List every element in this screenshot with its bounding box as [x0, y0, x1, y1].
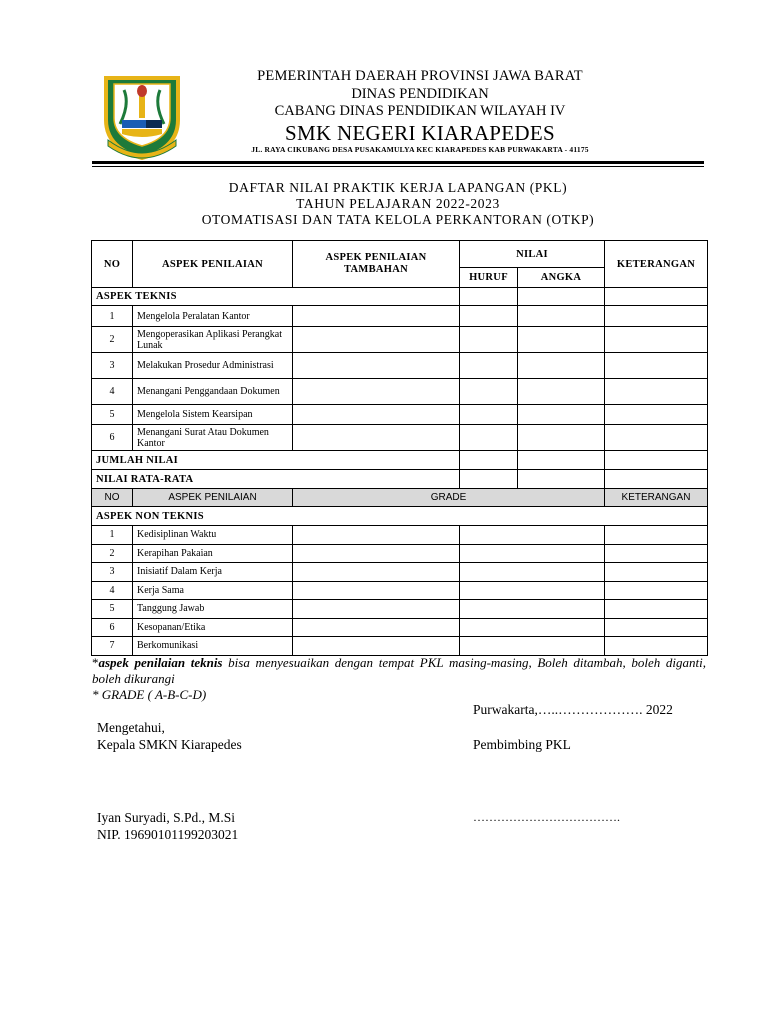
row-no: 4 [92, 379, 133, 405]
rata-label: NILAI RATA-RATA [92, 470, 460, 489]
header-no: NO [92, 241, 133, 288]
assessment-table [91, 240, 708, 656]
table-row [92, 327, 708, 353]
row-no: 7 [92, 637, 133, 656]
row-label: Inisiatif Dalam Kerja [133, 563, 293, 582]
row-no: 1 [92, 306, 133, 327]
header-tambahan: ASPEK PENILAIAN TAMBAHAN [293, 241, 460, 288]
place-date: Purwakarta,…..………………. 2022 [473, 702, 673, 717]
row-label: Kedisiplinan Waktu [133, 526, 293, 545]
doc-title-line2: TAHUN PELAJARAN 2022-2023 [296, 196, 500, 211]
table-header-row [92, 241, 708, 268]
table-row [92, 618, 708, 637]
header2-grade: GRADE [293, 489, 605, 507]
row-no: 3 [92, 353, 133, 379]
table-row [92, 637, 708, 656]
table-row [92, 306, 708, 327]
section-row [92, 288, 708, 306]
row-no: 4 [92, 581, 133, 600]
footnote [92, 655, 706, 687]
section-non-teknis: ASPEK NON TEKNIS [92, 507, 708, 526]
footnote-rest: bisa menyesuaikan dengan tempat PKL masing-masing, Boleh ditambah, boleh diganti, boleh dikurangi [92, 655, 706, 686]
row-label: Kesopanan/Etika [133, 618, 293, 637]
header-angka: ANGKA [518, 268, 605, 288]
west-java-emblem-icon [100, 74, 184, 160]
row-label: Tanggung Jawab [133, 600, 293, 619]
row-label: Mengelola Sistem Kearsipan [133, 405, 293, 425]
table-row [92, 405, 708, 425]
table-row [92, 600, 708, 619]
row-label: Mengoperasikan Aplikasi Perangkat Lunak [133, 327, 293, 353]
row-no: 1 [92, 526, 133, 545]
jumlah-row [92, 451, 708, 470]
header2-aspek: ASPEK PENILAIAN [133, 489, 293, 507]
row-label: Berkomunikasi [133, 637, 293, 656]
footnote-bold: aspek penilaian teknis [98, 655, 223, 670]
grade-note: * GRADE ( A-B-C-D) [92, 687, 207, 702]
table-header2-row [92, 489, 708, 507]
rata-row [92, 470, 708, 489]
row-no: 2 [92, 327, 133, 353]
doc-title-line3: OTOMATISASI DAN TATA KELOLA PERKANTORAN (OTKP) [201, 212, 595, 227]
header2-keterangan: KETERANGAN [605, 489, 708, 507]
header-divider-thin [92, 166, 704, 167]
table-row [92, 425, 708, 451]
row-no: 6 [92, 425, 133, 451]
row-no: 6 [92, 618, 133, 637]
gov-header-line3: CABANG DINAS PENDIDIKAN WILAYAH IV [274, 103, 566, 119]
row-label: Kerja Sama [133, 581, 293, 600]
footnote-star: * [92, 655, 99, 670]
table-row [92, 581, 708, 600]
gov-header-line1: PEMERINTAH DAERAH PROVINSI JAWA BARAT [257, 68, 583, 84]
kepala-name: Iyan Suryadi, S.Pd., M.Si [97, 810, 236, 825]
row-no: 2 [92, 544, 133, 563]
header2-no: NO [92, 489, 133, 507]
row-label: Menangani Surat Atau Dokumen Kantor [133, 425, 293, 451]
table-row [92, 544, 708, 563]
table-row [92, 353, 708, 379]
school-address: JL. RAYA CIKUBANG DESA PUSAKAMULYA KEC KIARAPEDES KAB PURWAKARTA - 41175 [251, 145, 589, 154]
doc-title-line1: DAFTAR NILAI PRAKTIK KERJA LAPANGAN (PKL) [228, 180, 568, 195]
row-no: 5 [92, 405, 133, 425]
table-row [92, 379, 708, 405]
header-aspek: ASPEK PENILAIAN [133, 241, 293, 288]
header-huruf: HURUF [460, 268, 518, 288]
mengetahui: Mengetahui, [97, 720, 165, 735]
table-row [92, 526, 708, 545]
jumlah-label: JUMLAH NILAI [92, 451, 460, 470]
kepala-title: Kepala SMKN Kiarapedes [97, 737, 242, 752]
row-label: Kerapihan Pakaian [133, 544, 293, 563]
school-name: SMK NEGERI KIARAPEDES [285, 121, 555, 145]
row-label: Mengelola Peralatan Kantor [133, 306, 293, 327]
section-row [92, 507, 708, 526]
section-teknis: ASPEK TEKNIS [92, 288, 460, 306]
row-no: 5 [92, 600, 133, 619]
kepala-nip: NIP. 19690101199203021 [97, 827, 239, 842]
row-label: Melakukan Prosedur Administrasi [133, 353, 293, 379]
row-no: 3 [92, 563, 133, 582]
header-nilai: NILAI [460, 241, 605, 268]
header-keterangan: KETERANGAN [605, 241, 708, 288]
gov-header-line2: DINAS PENDIDIKAN [351, 86, 489, 102]
table-row [92, 563, 708, 582]
pembimbing-title: Pembimbing PKL [473, 737, 571, 752]
pembimbing-signature-line: ………………………………. [473, 810, 620, 824]
row-label: Menangani Penggandaan Dokumen [133, 379, 293, 405]
header-divider-thick [92, 161, 704, 164]
